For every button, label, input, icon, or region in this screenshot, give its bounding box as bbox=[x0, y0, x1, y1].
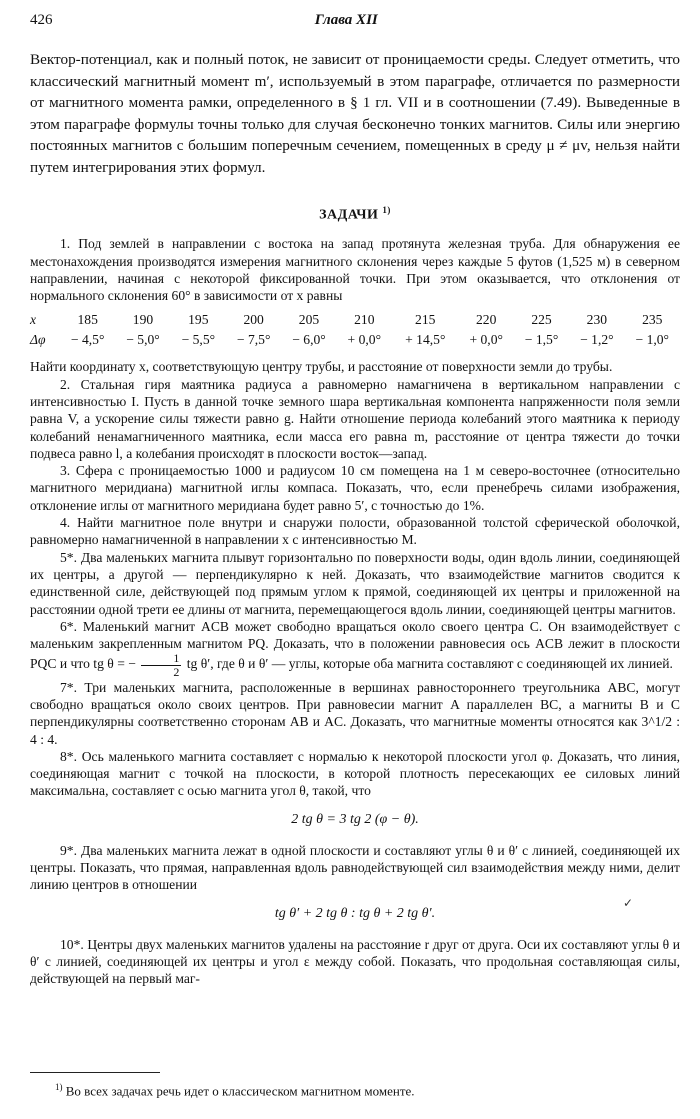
formula-8: 2 tg θ = 3 tg 2 (φ − θ). bbox=[291, 811, 419, 827]
table-cell: + 0,0° bbox=[469, 332, 503, 348]
page-header bbox=[30, 12, 680, 29]
fraction-denominator: 2 bbox=[173, 665, 180, 680]
problem-9: 9*. Два маленьких магнита лежат в одной плоскости и составляют углы θ и θ′ с линией, соединяющей их центры. Показать, что прямая, направленная вдоль равнодействующей сил взаимодействия между ними, делит линию центров в отношении bbox=[30, 842, 680, 893]
problem-6-part-b: tg θ′, где θ и θ′ — углы, которые оба магнита составляют с соединяющей их линией. bbox=[186, 656, 673, 672]
table-cell: − 1,2° bbox=[580, 332, 614, 348]
table-cell: 190 bbox=[132, 312, 154, 328]
table-cell: − 7,5° bbox=[236, 332, 271, 348]
table-cell: 205 bbox=[298, 312, 320, 328]
table-x-label: x bbox=[30, 312, 37, 328]
table-y-label: Δφ bbox=[30, 332, 46, 348]
problem-3: 3. Сфера с проницаемостью 1000 и радиусом 10 см помещена на 1 м северо-восточнее (относительно магнитного меридиана) магнитной иглы компаса. Показать, что, если пренебречь силами изображения, отклонение иглы от магнитного меридиана будет равно 5′, с точностью до 1%. bbox=[30, 463, 680, 513]
table-cell: + 0,0° bbox=[347, 332, 382, 348]
table-cell: 235 bbox=[642, 312, 663, 328]
table-cell: 230 bbox=[586, 312, 608, 328]
problem-6-part-a: 6*. Маленький магнит ACB может свободно вращаться около своего центра C. Он взаимодействует с маленьким закрепленным магнитом PQ. Доказать, что в положении равновесия ось ACB лежит в плоскости PQC и что tg θ = − bbox=[30, 618, 680, 672]
problem-4: 4. Найти магнитное поле внутри и снаружи полости, образованной толстой сферической оболочкой, равномерно намагниченной в направлении x с интенсивностью M. bbox=[30, 515, 680, 548]
table-cell: − 5,0° bbox=[126, 332, 160, 348]
table-cell: − 1,0° bbox=[635, 332, 669, 348]
footnote-mark: 1) bbox=[55, 1082, 63, 1092]
table-row-delta bbox=[30, 330, 680, 350]
table-cell: 215 bbox=[415, 312, 436, 328]
table-cell: − 5,5° bbox=[181, 332, 216, 348]
section-title bbox=[30, 205, 680, 224]
declination-table bbox=[30, 310, 680, 350]
problem-2: 2. Стальная гиря маятника радиуса a равномерно намагничена в вертикальном направлении с интенсивностью I. Пусть в данной точке земного шара вертикальная компонента напряженности поля земли равна V, а ускорение силы тяжести равно g. Найти отношение периода колебаний этого маятника к периоду колебаний ненамагниченного маятника, если масса его равна m, расстояние от центра тяжести до точки подвеса равно l, а колебания происходят в плоскости восток—запад. bbox=[30, 376, 680, 461]
fraction-numerator: 1 bbox=[141, 652, 181, 666]
formula-9: tg θ′ + 2 tg θ : tg θ + 2 tg θ′. bbox=[274, 905, 436, 921]
table-cell: 210 bbox=[354, 312, 375, 328]
problem-7: 7*. Три маленьких магнита, расположенные в вершинах равностороннего треугольника ABC, могут свободно вращаться около своих центров. При равновесии магнит A параллелен BC, а магниты B и C перпендикулярны соответственно сторонам AB и AC. Доказать, что магнитные моменты относятся как 3^1/2 : 4 : 4. bbox=[30, 679, 680, 747]
problem-6 bbox=[30, 618, 680, 679]
section-title-text: ЗАДАЧИ bbox=[319, 207, 379, 223]
problem-5: 5*. Два маленьких магнита плывут горизонтально по поверхности воды, один вдоль линии, соединяющей их центры, а другой — перпендикулярно к ней. Доказать, что взаимодействие магнитов сводится к единственной силе, действующей под прямым углом к прямой, соединяющей их центры и приложенной на расстоянии одной трети ее длины от магнита, перемещающегося вдоль линии, соединяющей центры магнитов. bbox=[30, 549, 680, 617]
section-title-footnote-mark: 1) bbox=[382, 204, 391, 215]
footnote-text: Во всех задачах речь идет о классическом магнитном моменте. bbox=[65, 1083, 415, 1099]
intro-paragraph: Вектор-потенциал, как и полный поток, не зависит от проницаемости среды. Следует отметить, что классический магнитный момент m′, используемый в этом параграфе, отличается по размерности от магнитного момента рамки, определенного в § 1 гл. VII и в соотношении (7.49). Выведенные в этом параграфе формулы точны только для случая бесконечно тонких магнитов. Силы или энергию постоянных магнитов с большим поперечным сечением, помещенных в среду μ ≠ μv, нельзя найти путем интегрирования этих формул. bbox=[30, 51, 680, 176]
table-cell: − 1,5° bbox=[524, 332, 559, 348]
margin-mark: ✓ bbox=[623, 896, 634, 910]
page-number: 426 bbox=[30, 12, 53, 28]
table-cell: − 6,0° bbox=[292, 332, 326, 348]
table-row-x bbox=[30, 310, 680, 330]
footnote-rule bbox=[30, 1072, 160, 1073]
fraction bbox=[141, 652, 181, 678]
chapter-title: Глава XII bbox=[314, 12, 378, 28]
footnote bbox=[55, 1082, 415, 1099]
table-cell: 225 bbox=[531, 312, 552, 328]
problem-1-continuation: Найти координату x, соответствующую центру трубы, и расстояние от поверхности земли до трубы. bbox=[30, 359, 613, 375]
table-cell: 185 bbox=[77, 312, 98, 328]
table-cell: + 14,5° bbox=[405, 332, 446, 348]
table-cell: 200 bbox=[243, 312, 264, 328]
table-cell: 195 bbox=[188, 312, 209, 328]
table-cell: − 4,5° bbox=[70, 332, 105, 348]
problem-1: 1. Под землей в направлении с востока на запад протянута железная труба. Для обнаружения ее местонахождения производятся измерения магнитного склонения через каждые 5 футов (1,525 м) в северном направлении, начиная с некоторой фиксированной точки. При этом оказывается, что отклонения от нормального склонения 60° в зависимости от x равны bbox=[30, 236, 680, 304]
table-cell: 220 bbox=[476, 312, 497, 328]
problem-10: 10*. Центры двух маленьких магнитов удалены на расстояние r друг от друга. Оси их составляют углы θ и θ′ с линией, соединяющей их центры и угол ε между собой. Показать, что продольная составляющая силы, действующей на первый маг- bbox=[30, 936, 680, 987]
problem-8: 8*. Ось маленького магнита составляет с нормалью к некоторой плоскости угол φ. Доказать, что линия, соединяющая магнит с точкой на плоскости, в которой плотность пересекающих ее силовых линий максимальна, составляет с осью магнита угол θ, такой, что bbox=[30, 748, 680, 799]
